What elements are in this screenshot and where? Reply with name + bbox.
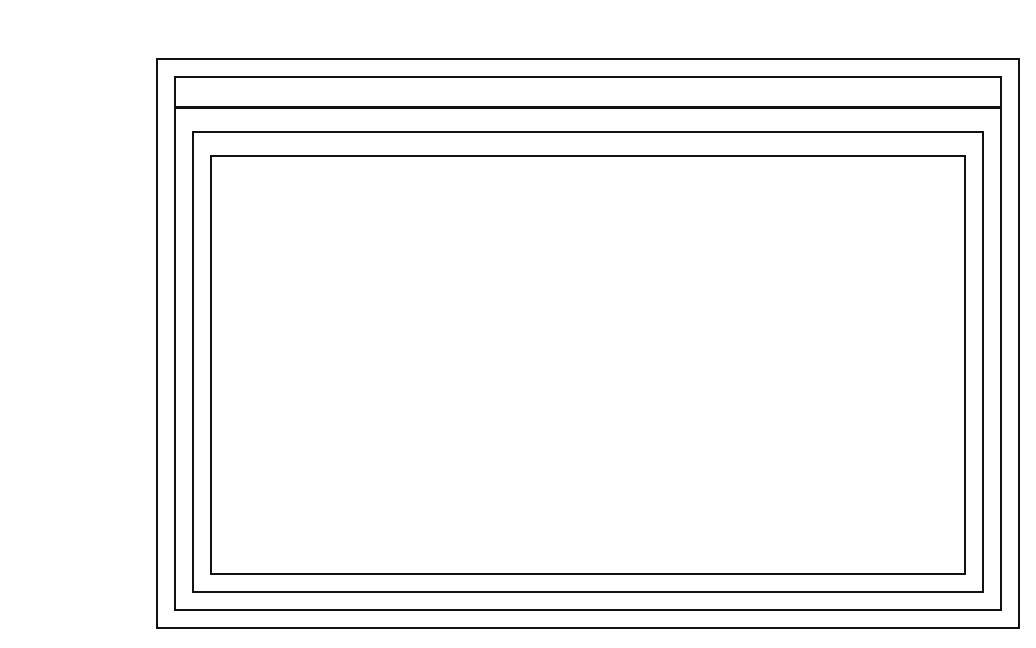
youngest-box — [192, 131, 984, 593]
outer-box — [156, 58, 1020, 629]
top-paragraph — [176, 78, 1000, 109]
page-container — [16, 20, 1020, 629]
middle-box — [174, 76, 1002, 611]
youngest-paragraph — [210, 155, 966, 575]
descendant-section — [176, 109, 1000, 609]
child2-column — [156, 20, 1020, 629]
child1-column — [16, 20, 156, 629]
child2-label — [156, 20, 1020, 58]
